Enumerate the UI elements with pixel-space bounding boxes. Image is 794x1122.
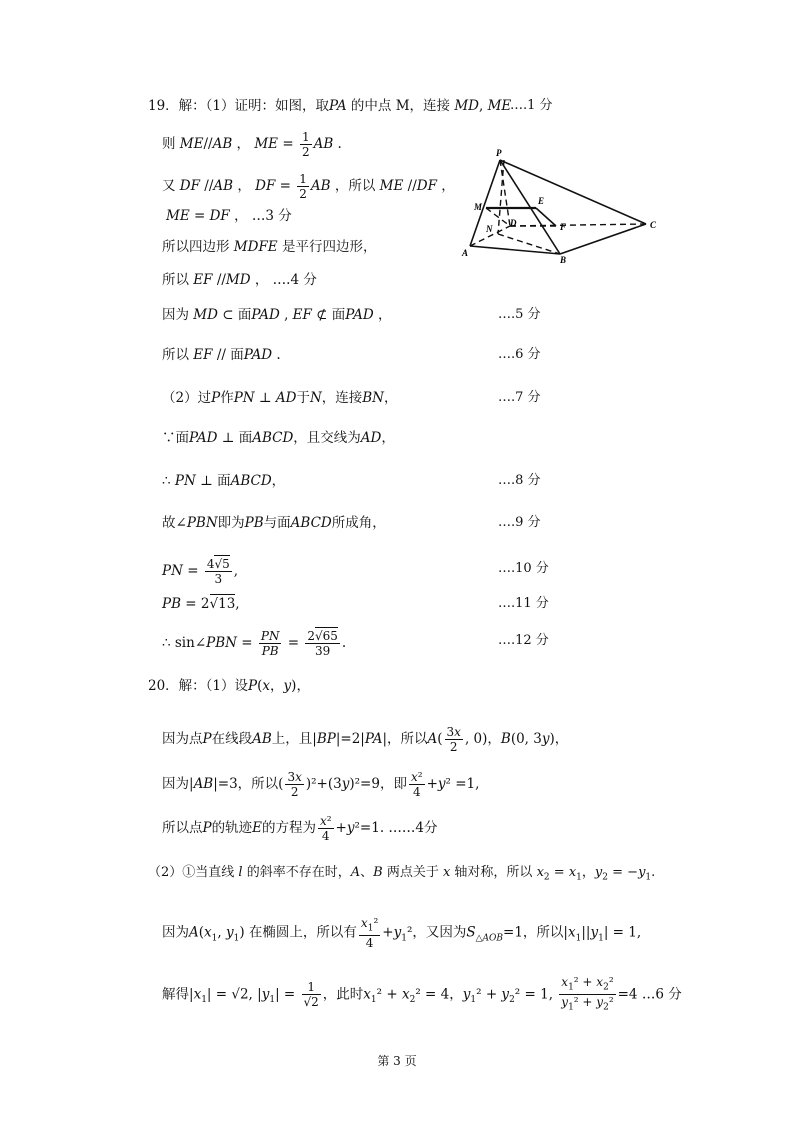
p19-line-9: （2）过P作PN ⊥ AD于N，连接BN， xyxy=(162,390,398,406)
p19-line-3: 又 DF //AB ， DF = $\frac{1}{2}$ AB ，所以 ME //DF ， xyxy=(162,172,455,201)
figure-label-d: D xyxy=(510,218,517,228)
p19-score-10: ….10 分 xyxy=(498,561,549,576)
p19-line-8: 所以 EF // 面PAD . xyxy=(162,347,281,363)
p19-score-11: ….11 分 xyxy=(498,596,549,611)
p20-line-6: 因为$A(x_1$, $y_1$) 在椭圆上，所以有 $\frac{x_1^2}{4}$ $+y_1^2$，又因为$S_{\triangle AOB}=1$，所以$|x_1||y_1| = 1$, xyxy=(162,916,642,951)
p19-line-5: 所以四边形 MDFE 是平行四边形， xyxy=(162,239,377,255)
p19-score-7: ….7 分 xyxy=(498,390,541,405)
p19-score-8: ….8 分 xyxy=(498,473,541,488)
p19-line-4: ME = DF ， …3 分 xyxy=(166,208,292,224)
p20-line-4: 所以点P的轨迹E的方程为 $\frac{\text{x²}}{4}$ +y²=1. ……4分 xyxy=(162,814,438,843)
figure-label-c: C xyxy=(650,220,657,230)
p19-line-15: ∴ sin∠PBN = $\frac{PN}{PB}$ = $\frac{2√65}{39}$ . xyxy=(162,629,347,658)
p20-line-5: （2）①当直线 l 的斜率不存在时，A、B 两点关于 x 轴对称，所以 $x_2 = x_1$，$y_2 = -y_1$. xyxy=(148,865,656,883)
p20-line-7: 解得$|x_1| = √2$, $|y_1|$ = $\frac{1}{√2}$ ，此时$x_1^2 + x_2^2 = 4$，$y_1^2 + y_2^2 = 1$, $\frac{x_1^2 + x_2^2}{y_1^2 + y_2^2}$ =4 …6 分 xyxy=(162,975,682,1013)
pyramid-figure xyxy=(458,146,668,266)
p19-line-11: ∴ PN ⊥ 面ABCD， xyxy=(162,473,286,489)
p19-line-13: PN = $\frac{4√5}{3}$ , xyxy=(162,557,239,586)
figure-label-e: E xyxy=(538,196,545,206)
page-number: 第 3 页 xyxy=(377,1054,417,1068)
p19-line-14: PB = 2√13, xyxy=(162,596,240,612)
p19-score-6: ….6 分 xyxy=(498,347,541,362)
p19-line-7: 因为 MD ⊂ 面PAD , EF ⊄ 面PAD ， xyxy=(162,307,392,323)
p19-score-9: ….9 分 xyxy=(498,515,541,530)
p19-line-6: 所以 EF //MD ， ….4 分 xyxy=(162,272,317,288)
figure-label-p: P xyxy=(496,148,502,158)
figure-label-m: M xyxy=(474,202,483,212)
p19-line-2: 则 ME//AB ， ME = $\frac{1}{2}$ AB . xyxy=(162,130,342,159)
p19-score-12: ….12 分 xyxy=(498,633,549,648)
p19-line-10: ∵面PAD ⊥ 面ABCD，且交线为AD， xyxy=(162,430,395,446)
p19-heading-score: ….1 分 xyxy=(510,98,553,113)
p19-score-5: ….5 分 xyxy=(498,307,541,322)
p20-line-3: 因为|AB|=3，所以( $\frac{3x}{2}$ )²+(3y)²=9，即 $\frac{\text{x²}}{4}$ +y² =1, xyxy=(162,770,480,799)
p20-heading: 20．解：（1）设P(x，y)， xyxy=(148,678,310,694)
p19-heading: 19．解：（1）证明：如图，取PA 的中点 M，连接 MD, ME xyxy=(148,98,512,114)
figure-label-a: A xyxy=(462,248,469,258)
figure-label-b: B xyxy=(560,255,567,265)
p19-line-12: 故∠PBN即为PB与面ABCD所成角， xyxy=(162,515,386,531)
p20-line-2: 因为点P在线段AB上，且|BP|=2|PA|，所以A( $\frac{3x}{2}$ , 0)，B(0, 3y)， xyxy=(162,725,569,754)
figure-label-n: N xyxy=(486,224,493,234)
figure-label-f: F xyxy=(560,222,567,232)
